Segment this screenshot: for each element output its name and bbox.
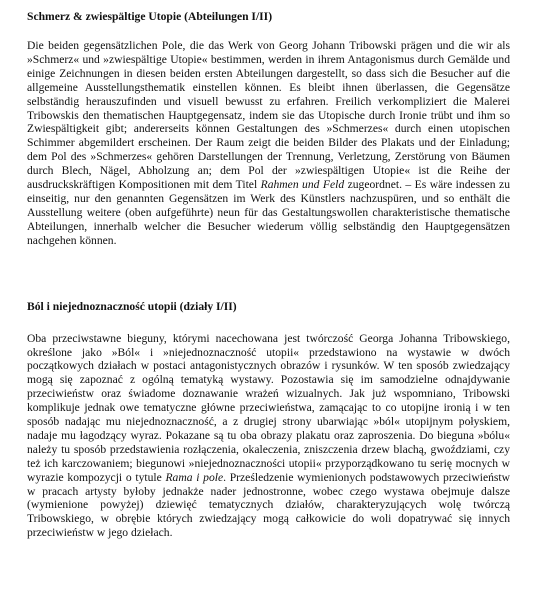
section-title-polish: Ból i niejednoznaczność utopii (działy I/II) [27, 299, 237, 313]
paragraph-german-text-1: Die beiden gegensätzlichen Pole, die das Werk von Georg Johann Tribowski prägen und die wir als »Schmerz« und »zwiespältige Utopie« bestimmen, werden in ihrem Antagonismus durch Gemälde und einige Zeichnungen in diesen beiden ersten Abteilungen dargestellt, so dass sich die Besucher auf die allgemeine Ausstellungsthematik einstellen können. Es bleibt ihnen überlassen, die Gegensätze selbständig herauszufinden und visuell bewusst zu erfahren. Freilich verkompliziert die Malerei Tribowskis den thematischen Hauptgegensatz, indem sie das Utopische durch Ironie trübt und ihm so Zwiespältigkeit gibt; andererseits können Gestaltungen des »Schmerzes« durch einen utopischen Schimmer abgemildert erscheinen. Der Raum zeigt die beiden Bilder des Plakats und der Einladung; dem Pol des »Schmerzes« gehören Darstellungen der Trennung, Verletzung, Zerstörung von Bäumen durch Blech, Nägel, Abholzung an; dem Pol der »zwiespältigen Utopie« ist die Reihe der ausdruckskräftigen Kompositionen mit dem Titel [27, 39, 510, 192]
paragraph-german-text-2: zugeordnet. – Es wäre indessen zu einseitig, nur den genannten Gegensätzen im Werk des Künstlers nachzuspüren, und so enthält die Ausstellung weitere (oben aufgeführte) neun für das Gestaltungswollen charakteristische thematische Abteilungen, innerhalb welcher die Besucher wiederum völlig selbständig den Hauptgegensätzen nachgehen können. [27, 178, 510, 247]
paragraph-polish-text-1: Oba przeciwstawne bieguny, którymi nacechowana jest twórczość Georga Johanna Tribowskiego, określone jako »Ból« i »niejednoznaczność utopii« przedstawiono na wystawie w dwóch początkowych działach w postaci antagonistycznych obrazów i rysunków. W ten sposób zwiedzający mogą się zapoznać z ogólną tematyką wystawy. Pozostawia się im samodzielne odnajdywanie przeciwieństw oraz świadome doznawanie wrażeń wizualnych. Jak już wspomniano, Tribowski komplikuje jednak owe tematyczne główne przeciwieństwa, zamącając to co utopijne ironią i w ten sposób nadając mu niejednoznaczność, a z drugiej strony ubarwiając »ból« utopijnym połyskiem, nadaje mu łagodzący wyraz. Pokazane są tu oba obrazy plakatu oraz zaproszenia. Do bieguna »bólu« należy tu sposób przedstawienia rozłączenia, okaleczenia, zniszczenia drzew blachą, gwoździami, czy też ich karczowaniem; biegunowi »niejednoznaczności utopii« przyporządkowano tu serię mocnych w wyrazie kompozycji o tytule [27, 331, 510, 484]
paragraph-german [27, 39, 510, 248]
paragraph-polish-text-2: . Prześledzenie wymienionych podstawowych przeciwieństw w pracach artysty byłoby jednakże nader jednostronne, wobec czego wystawa obejmuje dalsze (wymienione powyżej) dziewięć tematycznych działów, charakteryzujących wolę twórczą Tribowskiego, w obrębie których zwiedzający mogą całkowicie do woli dopatrywać się innych przeciwieństw w jego dziełach. [27, 470, 511, 540]
artwork-title-polish: Rama i pole [165, 470, 224, 484]
paragraph-polish [27, 332, 510, 541]
artwork-title-german: Rahmen und Feld [260, 178, 345, 192]
section-title-german: Schmerz & zwiespältige Utopie (Abteilungen I/II) [27, 10, 273, 23]
